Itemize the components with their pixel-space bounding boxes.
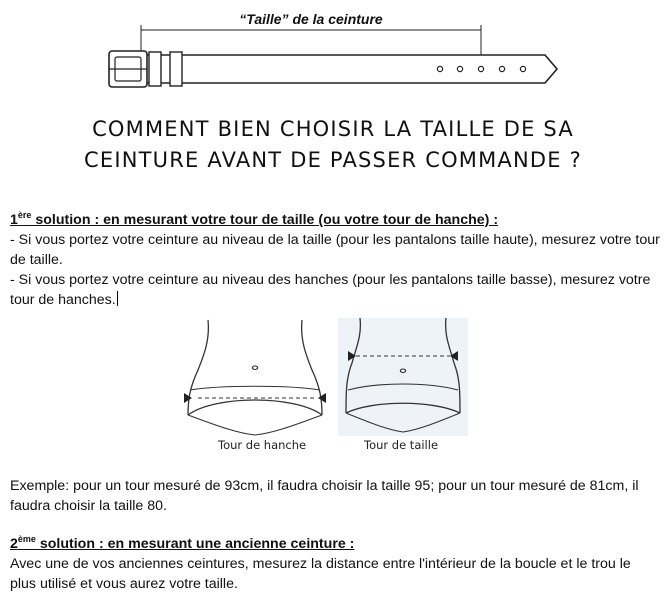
waist-caption: Tour de taille: [364, 438, 439, 452]
solution-1-bullet-1: - Si vous portez votre ceinture au niveau de la taille (pour les pantalons taille haute), mesurez votre tour de taille.: [10, 232, 660, 268]
text-cursor: [117, 291, 118, 306]
solution-2-heading: 2ème solution : en mesurant une ancienne ceinture :: [10, 534, 355, 552]
hip-measurement-figure: [180, 315, 330, 455]
page-title-line-2: CEINTURE AVANT DE PASSER COMMANDE ?: [84, 148, 582, 172]
solution-1-bullet-2: - Si vous portez votre ceinture au niveau des hanches (pour les pantalons taille basse), mesurez votre tour de hanches.: [10, 272, 651, 308]
belt-measure-label: “Taille” de la ceinture: [239, 11, 383, 27]
svg-text:ⴰ: ⴰ: [399, 362, 407, 376]
solution-2-text: Avec une de vos anciennes ceintures, mesurez la distance entre l'intérieur de la boucle et le trou le plus utilisé et vous aurez votre taille.: [10, 556, 631, 592]
svg-text:ⴰ: ⴰ: [251, 359, 259, 373]
example-text: Exemple: pour un tour mesuré de 93cm, il faudra choisir la taille 95; pour un tour mesuré de 81cm, il faudra choisir la taille 80.: [10, 478, 639, 514]
solution-1-heading: 1ère solution : en mesurant votre tour de taille (ou votre tour de hanche) :: [10, 210, 499, 228]
waist-measurement-figure: [338, 318, 468, 436]
hip-caption: Tour de hanche: [218, 438, 307, 452]
belt-illustration: [0, 0, 666, 100]
page-title-line-1: COMMENT BIEN CHOISIR LA TAILLE DE SA: [92, 117, 574, 141]
